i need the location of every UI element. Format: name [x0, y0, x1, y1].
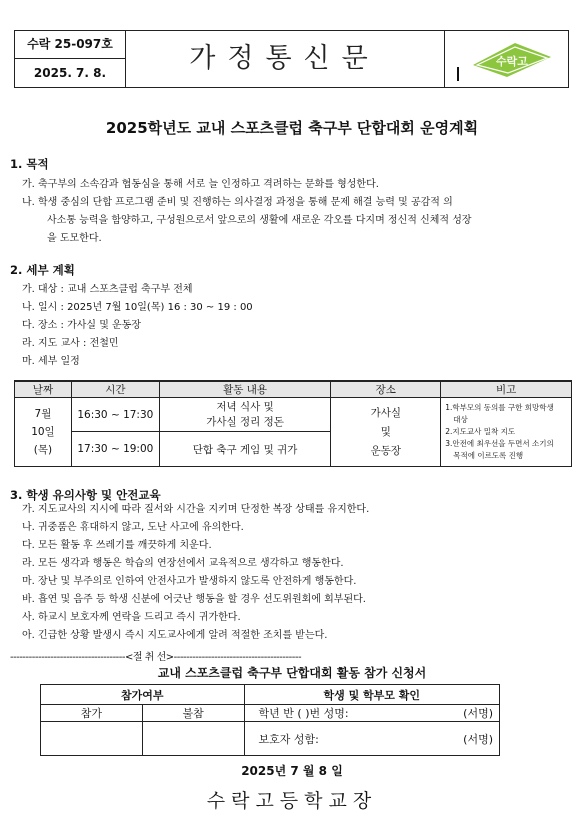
place-line: 운동장	[370, 444, 402, 457]
participation-header: 참가여부	[41, 685, 245, 705]
activity-line: 가사실 정리 정돈	[206, 415, 284, 428]
table-row	[15, 398, 572, 432]
time-cell: 17:30 ~ 19:00	[71, 432, 159, 467]
schedule-table	[14, 380, 572, 467]
section3-item: 바. 흡연 및 음주 등 학생 신분에 어긋난 행동을 할 경우 선도위원회에 회부된다.	[22, 594, 366, 605]
section1-item-cont: 을 도모한다.	[47, 233, 102, 244]
header-logo-cell	[445, 31, 569, 87]
note-line: 목적에 이르도록 진행	[453, 451, 524, 460]
col-header-activity: 활동 내용	[159, 381, 331, 398]
cut-line: -------------------------------------<절 취 선>-----------------------------------------	[10, 652, 302, 663]
date-line: 10일	[31, 426, 55, 438]
student-cell	[244, 705, 499, 722]
col-header-date: 날짜	[15, 381, 72, 398]
section2-item: 마. 세부 일정	[22, 356, 80, 367]
note-line: 2.지도교사 밀착 지도	[445, 427, 516, 436]
section2-item: 나. 일시 : 2025년 7월 10일(목) 16 : 30 ~ 19 : 00	[22, 302, 253, 313]
student-sign: (서명)	[463, 707, 493, 720]
footer-principal: 수락고등학교장	[206, 790, 378, 812]
attend-box[interactable]	[41, 722, 143, 756]
main-title: 2025학년도 교내 스포츠클럽 축구부 단합대회 운영계획	[105, 119, 479, 137]
student-line: 학년 반 ( )번 성명:	[258, 707, 349, 720]
section3-item: 아. 긴급한 상황 발생시 즉시 지도교사에게 알려 적절한 조치를 받는다.	[22, 630, 328, 641]
form-row	[41, 722, 500, 756]
col-header-note: 비고	[441, 381, 572, 398]
col-header-place: 장소	[331, 381, 441, 398]
cursor-bar	[457, 67, 459, 81]
section2-item: 가. 대상 : 교내 스포츠클럽 축구부 전체	[22, 284, 193, 295]
note-line: 1.학부모의 동의를 구한 희망학생	[445, 403, 554, 412]
table-header-row	[15, 381, 572, 398]
confirm-header: 학생 및 학부모 확인	[244, 685, 499, 705]
logo-text: 수락고	[496, 55, 528, 68]
activity-cell: 단합 축구 게임 및 귀가	[159, 432, 331, 467]
header-box	[14, 30, 569, 88]
absent-box[interactable]	[142, 722, 244, 756]
section1-item: 가. 축구부의 소속감과 협동심을 통해 서로 늘 인정하고 격려하는 문화를 형성한다.	[22, 179, 379, 190]
date-line: (목)	[33, 444, 53, 456]
section1-heading: 1. 목적	[10, 157, 49, 171]
activity-line: 저녁 식사 및	[216, 400, 274, 413]
time-cell: 16:30 ~ 17:30	[71, 398, 159, 432]
col-header-time: 시간	[71, 381, 159, 398]
section3-item: 사. 하교시 보호자께 연락을 드리고 즉시 귀가한다.	[22, 612, 241, 623]
absent-label: 불참	[142, 705, 244, 722]
activity-cell	[159, 398, 331, 432]
note-line: 대상	[453, 415, 468, 424]
attend-label: 참가	[41, 705, 143, 722]
form-row	[41, 705, 500, 722]
section1-item: 나. 학생 중심의 단합 프로그램 준비 및 진행하는 의사결정 과정을 통해 문제 해결 능력 및 공감적 의	[22, 197, 453, 208]
guardian-cell	[244, 722, 499, 756]
application-form	[40, 684, 500, 756]
school-logo	[467, 41, 555, 79]
section3-item: 나. 귀중품은 휴대하지 않고, 도난 사고에 유의한다.	[22, 522, 244, 533]
place-line: 가사실	[370, 406, 402, 419]
place-line: 및	[380, 425, 391, 438]
section1-item-cont: 사소통 능력을 함양하고, 구성원으로서 앞으로의 생활에 새로운 각오를 다지며 정신적 신체적 성장	[47, 215, 472, 226]
doc-date: 2025. 7. 8.	[33, 66, 107, 80]
section3-item: 다. 모든 활동 후 쓰레기를 깨끗하게 치운다.	[22, 540, 212, 551]
date-cell	[15, 398, 72, 467]
header-info	[15, 31, 126, 87]
footer-date: 2025년 7 월 8 일	[241, 764, 343, 778]
guardian-sign: (서명)	[463, 732, 493, 746]
section2-item: 다. 장소 : 가사실 및 운동장	[22, 320, 142, 331]
guardian-line: 보호자 성함:	[258, 732, 319, 746]
note-line: 3.안전에 최우선을 두면서 소기의	[445, 439, 554, 448]
section2-heading: 2. 세부 계획	[10, 263, 75, 277]
date-line: 7월	[34, 408, 52, 420]
note-cell	[441, 398, 572, 467]
section3-item: 가. 지도교사의 지시에 따라 질서와 시간을 지키며 단정한 복장 상태를 유지한다.	[22, 504, 370, 515]
application-title: 교내 스포츠클럽 축구부 단합대회 활동 참가 신청서	[157, 666, 427, 680]
section3-item: 마. 장난 및 부주의로 인하여 안전사고가 발생하지 않도록 안전하게 행동한다.	[22, 576, 357, 587]
section2-item: 라. 지도 교사 : 전철민	[22, 338, 119, 349]
section3-heading: 3. 학생 유의사항 및 안전교육	[10, 488, 161, 502]
header-title-cell	[125, 31, 445, 87]
section3-item: 라. 모든 생각과 행동은 학습의 연장선에서 교육적으로 생각하고 행동한다.	[22, 558, 344, 569]
doc-number: 수락 25-097호	[15, 31, 125, 59]
place-cell	[331, 398, 441, 467]
newsletter-title: 가정통신문	[189, 43, 380, 74]
form-header-row	[41, 685, 500, 705]
